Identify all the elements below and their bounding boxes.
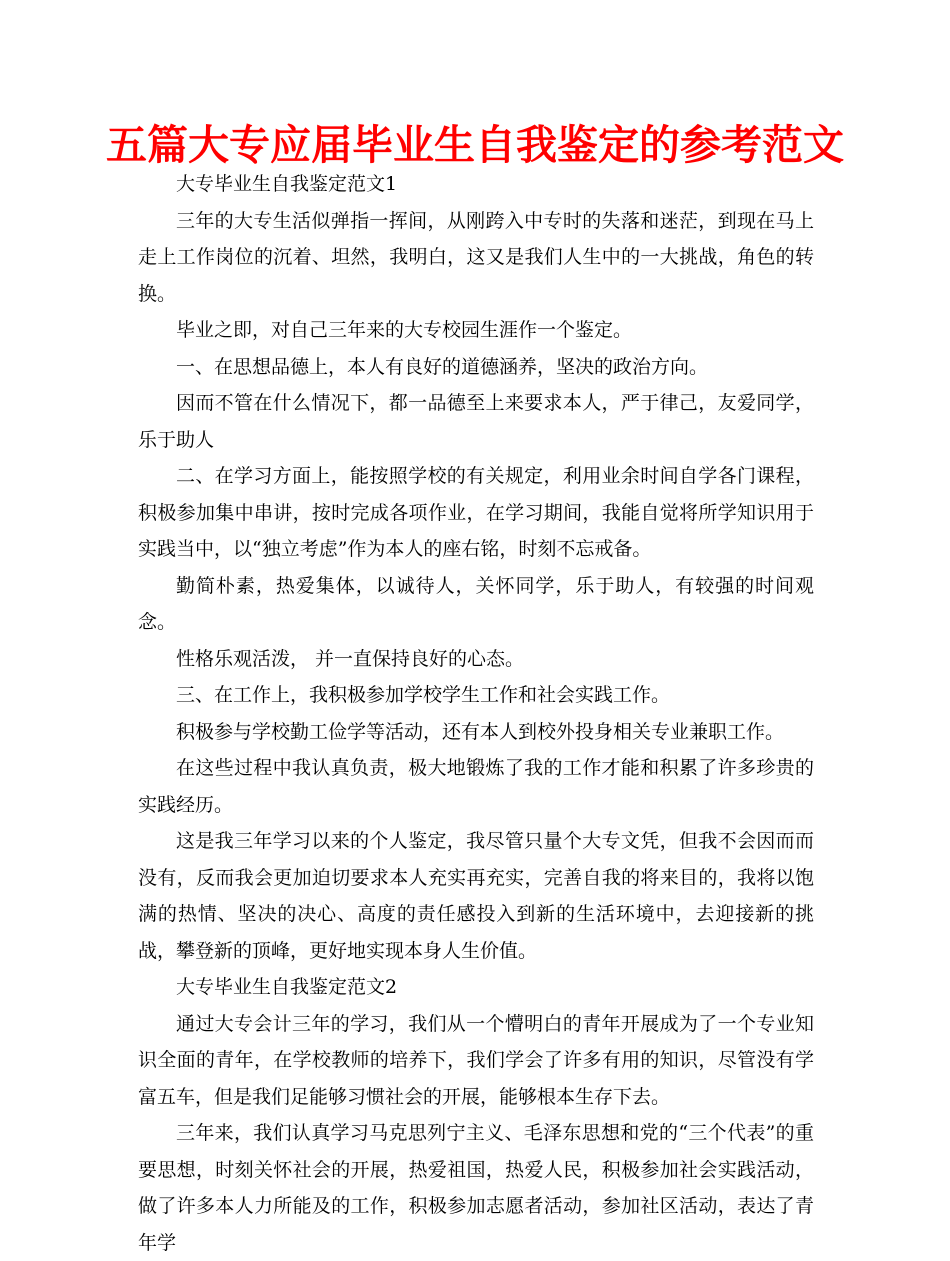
paragraph: 三年的大专生活似弹指一挥间，从刚跨入中专时的失落和迷茫，到现在马上走上工作岗位的沉着、坦然，我明白，这又是我们人生中的一大挑战，角色的转换。 — [138, 209, 814, 305]
paragraph: 勤简朴素，热爱集体，以诚待人，关怀同学，乐于助人，有较强的时间观念。 — [138, 574, 814, 633]
paragraph: 这是我三年学习以来的个人鉴定，我尽管只量个大专文凭，但我不会因而而没有，反而我会更加迫切要求本人充实再充实，完善自我的将来目的，我将以饱满的热情、坚决的决心、高度的责任感投入到新的生活环境中，去迎接新的挑战，攀登新的顶峰，更好地实现本身人生价值。 — [138, 830, 814, 962]
paragraph: 一、在思想品德上，本人有良好的道德涵养，坚决的政治方向。 — [176, 355, 709, 378]
paragraph: 因而不管在什么情况下，都一品德至上来要求本人，严于律己，友爱同学，乐于助人 — [138, 392, 814, 451]
paragraph: 在这些过程中我认真负责，极大地锻炼了我的工作才能和积累了许多珍贵的实践经历。 — [138, 757, 814, 816]
paragraph: 大专毕业生自我鉴定范文1 — [176, 173, 398, 195]
document-title: 五篇大专应届毕业生自我鉴定的参考范文 — [106, 121, 844, 169]
paragraph: 毕业之即，对自己三年来的大专校园生涯作一个鉴定。 — [176, 319, 633, 341]
paragraph: 积极参与学校勤工俭学等活动，还有本人到校外投身相关专业兼职工作。 — [176, 720, 785, 743]
paragraph: 二、在学习方面上，能按照学校的有关规定，利用业余时间自学各门课程，积极参加集中串讲，按时完成各项作业，在学习期间，我能自觉将所学知识用于实践当中，以“独立考虑”作为本人的座右铭，时刻不忘戒备。 — [138, 465, 814, 560]
paragraph: 大专毕业生自我鉴定范文2 — [176, 976, 398, 998]
paragraph: 三、在工作上，我积极参加学校学生工作和社会实践工作。 — [176, 684, 671, 706]
paragraph: 三年来，我们认真学习马克思列宁主义、毛泽东思想和党的“三个代表”的重要思想，时刻关怀社会的开展，热爱祖国，热爱人民，积极参加社会实践活动，做了许多本人力所能及的工作，积极参加志愿者活动，参加社区活动，表达了青年学 — [138, 1122, 814, 1254]
paragraph: 性格乐观活泼， 并一直保持良好的心态。 — [176, 647, 525, 670]
document-body — [138, 166, 814, 1261]
paragraph: 通过大专会计三年的学习，我们从一个懵明白的青年开展成为了一个专业知识全面的青年，在学校教师的培养下，我们学会了许多有用的知识，尽管没有学富五车，但是我们足能够习惯社会的开展，能够根本生存下去。 — [138, 1012, 814, 1108]
